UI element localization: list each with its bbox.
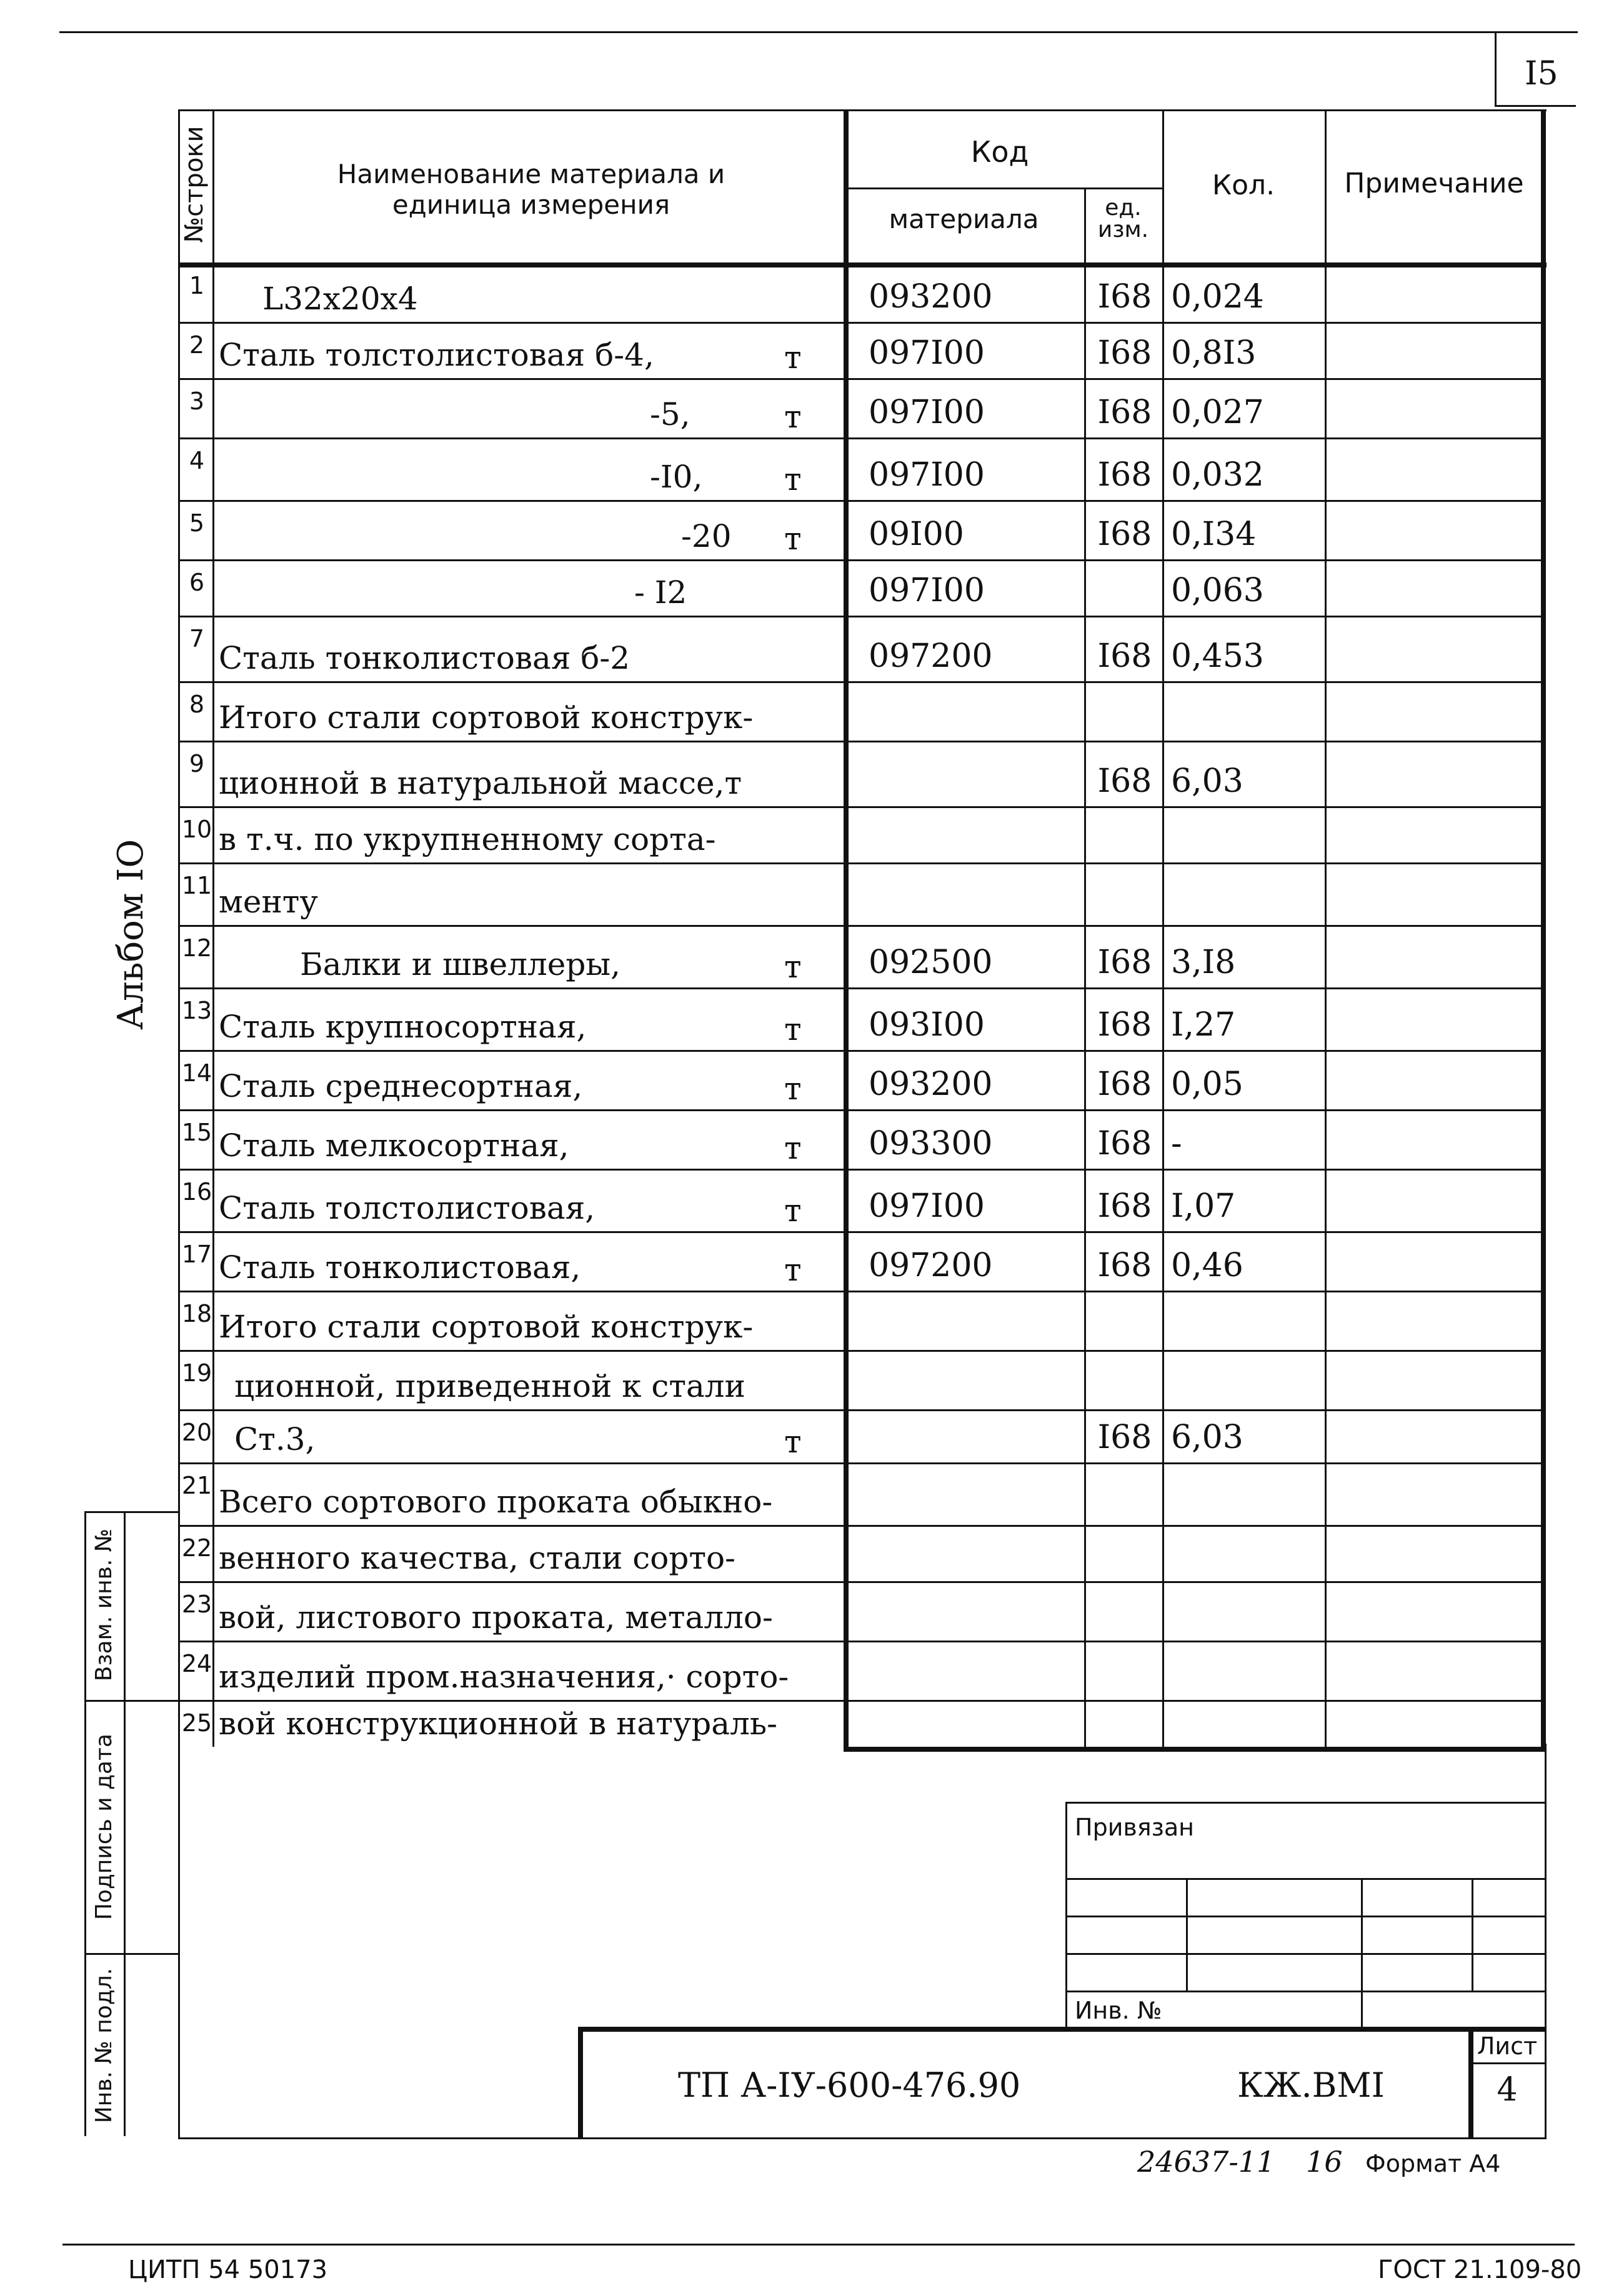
privyazan-left xyxy=(1065,1802,1067,2027)
row-separator xyxy=(178,987,1545,989)
doc-code: ТП А-IУ-600-476.90 xyxy=(678,2066,1021,2105)
row-separator xyxy=(178,806,1545,808)
row-number: 7 xyxy=(189,625,205,652)
row-unit: т xyxy=(784,1011,802,1047)
side-inner-border xyxy=(124,1511,126,2136)
row-quantity: 6,03 xyxy=(1171,1419,1243,1456)
row-quantity: 0,8I3 xyxy=(1171,334,1257,372)
handwritten-number: 24637-11 xyxy=(1137,2145,1275,2179)
stamp-left-line xyxy=(178,1744,180,2139)
row-material-code: 097200 xyxy=(869,1247,993,1284)
privyazan-col-3 xyxy=(1472,1878,1473,1991)
privyazan-col-1 xyxy=(1186,1878,1188,1991)
col-line-name xyxy=(844,109,849,1747)
row-separator xyxy=(178,1291,1545,1292)
doc-mark: КЖ.ВМI xyxy=(1237,2066,1385,2105)
header-code-material: материала xyxy=(889,204,1039,234)
top-border xyxy=(59,31,1578,33)
row-separator xyxy=(178,1462,1545,1464)
row-separator xyxy=(178,862,1545,864)
row-material-code: 092500 xyxy=(869,944,993,981)
row-name: L32x20x4 xyxy=(262,281,418,317)
row-separator xyxy=(178,1350,1545,1352)
inv-no-label: Инв. № xyxy=(1075,1997,1162,2024)
sheet-number: 4 xyxy=(1497,2071,1518,2109)
row-material-code: 093I00 xyxy=(869,1006,985,1044)
row-name: Сталь среднесортная, xyxy=(219,1068,583,1104)
row-quantity: I,07 xyxy=(1171,1187,1236,1225)
row-name: Балки и швеллеры, xyxy=(300,946,621,982)
row-unit: т xyxy=(784,399,802,435)
row-name: ционной, приведенной к стали xyxy=(234,1368,745,1404)
page-number: I5 xyxy=(1525,55,1558,92)
row-unit-code: I68 xyxy=(1097,1006,1152,1044)
row-number: 6 xyxy=(189,569,205,596)
row-number: 21 xyxy=(181,1472,212,1499)
footer-line xyxy=(62,2244,1575,2246)
table-top-line xyxy=(178,109,1547,111)
row-unit-code: I68 xyxy=(1097,1419,1152,1456)
row-name: Всего сортового проката обыкно- xyxy=(219,1484,773,1520)
row-quantity: 0,46 xyxy=(1171,1247,1243,1284)
row-material-code: 097I00 xyxy=(869,572,985,609)
album-label: Альбом IO xyxy=(111,839,151,1030)
row-number: 19 xyxy=(181,1359,212,1387)
row-unit-code: I68 xyxy=(1097,456,1152,494)
row-unit: т xyxy=(784,339,802,376)
privyazan-row-2 xyxy=(1065,1916,1547,1917)
row-number: 25 xyxy=(181,1709,212,1737)
row-separator xyxy=(178,1169,1545,1171)
row-unit: т xyxy=(784,1252,802,1288)
row-separator xyxy=(178,559,1545,561)
row-number: 17 xyxy=(181,1241,212,1268)
privyazan-label: Привязан xyxy=(1075,1814,1194,1841)
row-number: 4 xyxy=(189,447,205,474)
row-separator xyxy=(178,741,1545,742)
side-label-inv-podl: Инв. № подл. xyxy=(91,1967,117,2124)
header-name-line2: единица измерения xyxy=(392,189,670,220)
row-number: 8 xyxy=(189,691,205,718)
row-name: Ст.3, xyxy=(234,1421,316,1457)
row-number: 16 xyxy=(181,1178,212,1206)
row-name: изделий пром.назначения,· сорто- xyxy=(219,1659,789,1695)
row-unit-code: I68 xyxy=(1097,516,1152,553)
row-material-code: 093200 xyxy=(869,278,993,316)
row-number: 5 xyxy=(189,509,205,537)
row-unit: т xyxy=(784,461,802,497)
page-number-underline xyxy=(1495,105,1576,107)
stamp-bottom-line xyxy=(178,2137,1547,2139)
row-quantity: 0,453 xyxy=(1171,637,1264,675)
row-number: 24 xyxy=(181,1650,212,1677)
row-number: 13 xyxy=(181,997,212,1024)
row-unit-code: I68 xyxy=(1097,334,1152,372)
row-unit: т xyxy=(784,1192,802,1229)
row-name: вой конструкционной в натураль- xyxy=(219,1706,777,1742)
row-quantity: 0,027 xyxy=(1171,394,1264,431)
row-unit-code: I68 xyxy=(1097,1125,1152,1162)
row-name: менту xyxy=(219,884,318,920)
row-unit: т xyxy=(784,1071,802,1107)
row-name: -20 xyxy=(681,518,732,554)
sheet-label: Лист xyxy=(1477,2032,1538,2060)
row-separator xyxy=(178,1231,1545,1233)
row-name: в т.ч. по укрупненному сорта- xyxy=(219,821,716,857)
row-name: Сталь тонколистовая б-2 xyxy=(219,640,630,676)
row-unit: т xyxy=(784,521,802,557)
row-quantity: 0,032 xyxy=(1171,456,1264,494)
row-material-code: 097I00 xyxy=(869,1187,985,1225)
row-name: вой, листового проката, металло- xyxy=(219,1599,773,1636)
col-line-note xyxy=(1325,109,1327,1747)
row-material-code: 097I00 xyxy=(869,334,985,372)
row-separator xyxy=(178,925,1545,927)
row-quantity: 0,063 xyxy=(1171,572,1264,609)
row-number: 2 xyxy=(189,331,205,359)
privyazan-row-4 xyxy=(1065,1991,1547,1992)
row-name: Сталь толстолистовая, xyxy=(219,1190,595,1226)
table-bottom-line xyxy=(844,1747,1545,1752)
row-quantity: 0,024 xyxy=(1171,278,1264,316)
side-left-border xyxy=(84,1511,86,2136)
header-unit-line2: изм. xyxy=(1097,217,1149,242)
col-line-right xyxy=(1541,109,1546,1747)
row-separator xyxy=(178,1109,1545,1111)
row-number: 23 xyxy=(181,1591,212,1618)
row-separator xyxy=(178,616,1545,617)
row-quantity: 0,I34 xyxy=(1171,516,1257,553)
row-unit-code: I68 xyxy=(1097,278,1152,316)
row-separator xyxy=(178,1581,1545,1583)
header-qty: Кол. xyxy=(1212,169,1275,201)
row-unit-code: I68 xyxy=(1097,762,1152,800)
row-separator xyxy=(178,1525,1545,1527)
row-unit-code: I68 xyxy=(1097,637,1152,675)
row-number: 9 xyxy=(189,750,205,777)
side-line-1 xyxy=(84,1700,178,1702)
row-number: 14 xyxy=(181,1059,212,1087)
header-bottom-line xyxy=(178,262,1547,267)
row-separator xyxy=(178,681,1545,683)
row-name: Сталь мелкосортная, xyxy=(219,1127,569,1164)
row-name: - I2 xyxy=(634,574,687,611)
row-name: Сталь толстолистовая б-4, xyxy=(219,337,654,373)
row-separator xyxy=(178,322,1545,324)
row-quantity: 6,03 xyxy=(1171,762,1243,800)
row-material-code: 097I00 xyxy=(869,456,985,494)
handwritten-copy: 16 xyxy=(1306,2145,1343,2179)
row-name: венного качества, стали сорто- xyxy=(219,1540,736,1576)
row-name: Сталь тонколистовая, xyxy=(219,1249,581,1286)
row-separator xyxy=(178,500,1545,502)
header-note: Примечание xyxy=(1344,167,1524,199)
row-unit-code: I68 xyxy=(1097,944,1152,981)
header-row-number: №строки xyxy=(180,126,209,243)
row-material-code: 097I00 xyxy=(869,394,985,431)
row-number: 11 xyxy=(181,872,212,899)
row-number: 20 xyxy=(181,1419,212,1446)
row-unit-code: I68 xyxy=(1097,394,1152,431)
footer-right: ГОСТ 21.109-80 xyxy=(1378,2256,1582,2284)
row-quantity: - xyxy=(1171,1125,1182,1162)
row-number: 22 xyxy=(181,1534,212,1562)
row-name: -5, xyxy=(650,396,690,432)
privyazan-row-1 xyxy=(1065,1878,1547,1880)
row-separator xyxy=(178,1050,1545,1052)
row-unit: т xyxy=(784,949,802,985)
row-name: Сталь крупносортная, xyxy=(219,1009,587,1045)
row-number: 10 xyxy=(181,816,212,843)
row-material-code: 093200 xyxy=(869,1066,993,1103)
row-quantity: I,27 xyxy=(1171,1006,1236,1044)
row-unit: т xyxy=(784,1424,802,1460)
row-name: ционной в натуральной массе,т xyxy=(219,765,742,801)
row-separator xyxy=(178,1409,1545,1411)
row-material-code: 097200 xyxy=(869,637,993,675)
row-separator xyxy=(178,378,1545,380)
title-block-top xyxy=(578,2027,1547,2032)
row-number: 12 xyxy=(181,934,212,962)
row-separator xyxy=(178,1700,1545,1702)
privyazan-top xyxy=(1065,1802,1547,1804)
header-name-line1: Наименование материала и xyxy=(337,159,725,189)
row-separator xyxy=(178,1641,1545,1642)
row-quantity: 3,I8 xyxy=(1171,944,1236,981)
header-code: Код xyxy=(970,135,1029,169)
footer-left: ЦИТП 54 50173 xyxy=(128,2256,328,2284)
side-label-vzam: Взам. инв. № xyxy=(91,1528,117,1682)
format-label: Формат А4 xyxy=(1365,2150,1501,2177)
page-number-divider xyxy=(1495,31,1497,106)
row-unit: т xyxy=(784,1130,802,1166)
row-name: Итого стали сортовой конструк- xyxy=(219,1309,754,1345)
row-material-code: 09I00 xyxy=(869,516,964,553)
row-material-code: 093300 xyxy=(869,1125,993,1162)
sheet-label-line xyxy=(1468,2062,1547,2064)
side-label-podpis: Подпись и дата xyxy=(91,1733,117,1921)
row-number: 15 xyxy=(181,1119,212,1146)
header-unit-line1: ед. xyxy=(1105,195,1142,221)
row-name: Итого стали сортовой конструк- xyxy=(219,699,754,736)
privyazan-row-3 xyxy=(1065,1953,1547,1955)
row-number: 1 xyxy=(189,272,205,299)
row-quantity: 0,05 xyxy=(1171,1066,1243,1103)
row-separator xyxy=(178,437,1545,439)
row-unit-code: I68 xyxy=(1097,1187,1152,1225)
row-number: 18 xyxy=(181,1300,212,1327)
title-block-left xyxy=(578,2027,583,2139)
row-unit-code: I68 xyxy=(1097,1247,1152,1284)
privyazan-col-2 xyxy=(1361,1878,1363,2027)
code-subheader-line xyxy=(844,187,1162,189)
row-name: -I0, xyxy=(650,459,703,495)
row-number: 3 xyxy=(189,387,205,415)
col-line-unit xyxy=(1084,187,1086,1747)
row-unit-code: I68 xyxy=(1097,1066,1152,1103)
